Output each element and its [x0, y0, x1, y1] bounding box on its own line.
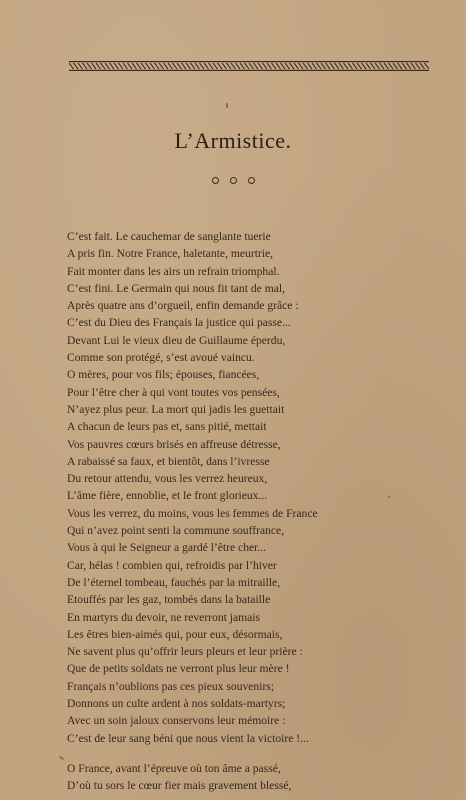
poem-line: Avec un soin jaloux conservons leur mémoire :: [67, 714, 286, 728]
poem-line: Etouffés par les gaz, tombés dans la bataille: [67, 593, 271, 607]
poem-line: Français n’oublions pas ces pieux souvenirs;: [67, 679, 275, 693]
poem-body: [67, 228, 407, 795]
separator-dot: [248, 177, 255, 184]
paper-speck: [59, 756, 64, 761]
poem-line: Devant Lui le vieux dieu de Guillaume éperdu,: [67, 333, 286, 347]
poem-line: En martyrs du devoir, ne reverront jamais: [67, 610, 261, 624]
poem-line: A pris fin. Notre France, haletante, meurtrie,: [67, 247, 274, 261]
poem-line: C’est de leur sang béni que nous vient la victoire !...: [67, 731, 309, 745]
poem-line: N’ayez plus peur. La mort qui jadis les guettait: [67, 402, 285, 416]
poem-line: Après quatre ans d’orgueil, enfin demande grâce :: [67, 299, 299, 313]
poem-line: Qui n’avez point senti la commune souffrance,: [67, 524, 285, 538]
decorative-border-ornament: [69, 61, 429, 71]
poem-line: Vos pauvres cœurs brisés en affreuse détresse,: [67, 437, 281, 451]
poem-line: Fait monter dans les airs un refrain triomphal.: [67, 264, 280, 278]
poem-line: Vous les verrez, du moins, vous les femmes de France: [67, 506, 318, 520]
poem-line: A rabaissé sa faux, et bientôt, dans l’ivresse: [67, 454, 270, 468]
poem-line: Du retour attendu, vous les verrez heureux,: [67, 472, 268, 486]
poem-line: L’âme fière, ennoblie, et le front glorieux...: [67, 489, 268, 503]
poem-line: C’est du Dieu des Français la justice qui passe...: [67, 316, 291, 330]
poem-line: C’est fait. Le cauchemar de sanglante tuerie: [67, 230, 271, 243]
poem-line: De l’éternel tombeau, fauchés par la mitraille,: [67, 575, 281, 589]
poem-line: Car, hélas ! combien qui, refroidis par l’hiver: [67, 558, 277, 572]
poem-line: O France, avant l’épreuve où ton âme a passé,: [67, 761, 281, 775]
poem-line: O mères, pour vos fils; épouses, fiancées,: [67, 368, 260, 382]
poem-line: D’où tu sors le cœur fier mais gravement blessé,: [67, 779, 292, 793]
poem-line: C’est fini. Le Germain qui nous fit tant de mal,: [67, 281, 285, 295]
poem-line: Vous à qui le Seigneur a gardé l’être cher...: [67, 541, 267, 555]
stanza-2: [67, 760, 407, 795]
poem-line: Pour l’être cher à qui vont toutes vos pensées,: [67, 385, 280, 399]
poem-line: Les êtres bien-aimés qui, pour eux, désormais,: [67, 627, 283, 641]
paper-speck: [388, 496, 390, 498]
poem-line: Ne savent plus qu’offrir leurs pleurs et leur prière :: [67, 645, 303, 659]
poem-line: Donnons un culte ardent à nos soldats-martyrs;: [67, 697, 286, 711]
stanza-gap: [67, 747, 407, 760]
poem-line: Comme son protégé, s’est avoué vaincu.: [67, 351, 255, 365]
separator-dot: [212, 177, 219, 184]
poem-line: A chacun de leurs pas et, sans pitié, mettait: [67, 420, 267, 434]
poem-title: L’Armistice.: [174, 128, 292, 153]
paper-speck: [226, 103, 228, 108]
title-separator-dots: [0, 177, 466, 184]
separator-dot: [230, 177, 237, 184]
poem-line: Que de petits soldats ne verront plus leur mère !: [67, 662, 290, 676]
stanza-1: [67, 228, 407, 747]
